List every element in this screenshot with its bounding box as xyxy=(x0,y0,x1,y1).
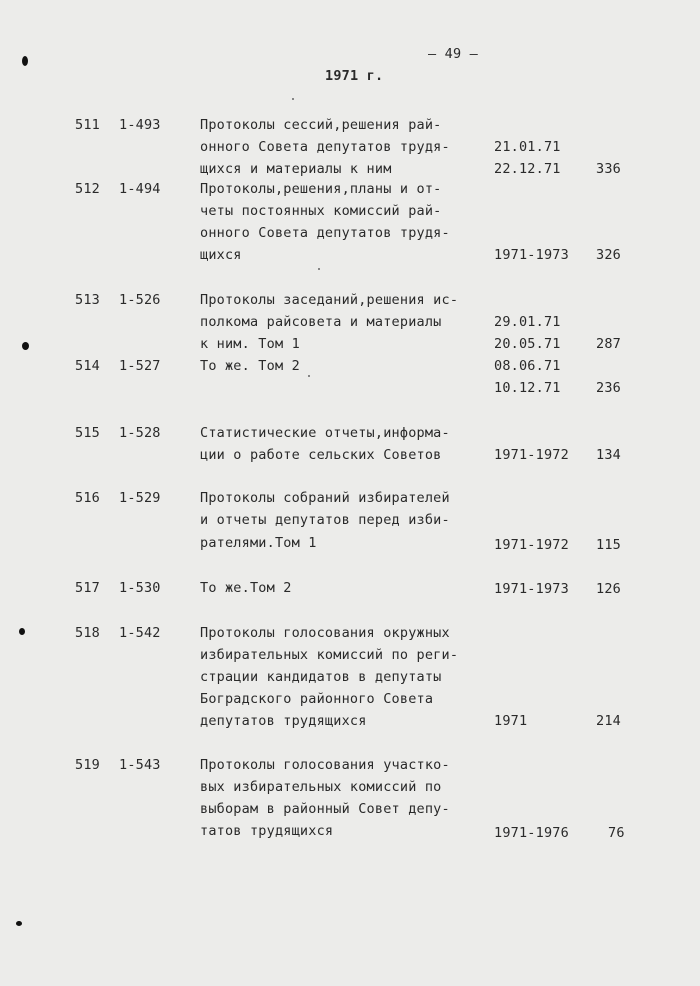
record-date: 1971-1972 xyxy=(494,537,569,553)
record-date: 1971-1973 xyxy=(494,247,569,263)
record-sheets: 214 xyxy=(596,713,621,729)
record-code: 1-528 xyxy=(119,425,161,441)
record-title-line: Статистические отчеты,информа- xyxy=(200,425,450,441)
record-number: 518 xyxy=(75,625,100,641)
record-title-line: вых избирательных комиссий по xyxy=(200,779,442,795)
record-number: 519 xyxy=(75,757,100,773)
year-heading: 1971 г. xyxy=(325,68,384,84)
record-title-line: татов трудящихся xyxy=(200,823,334,839)
record-date: 22.12.71 xyxy=(494,161,561,177)
record-title-line: Протоколы голосования участко- xyxy=(200,757,450,773)
record-number: 515 xyxy=(75,425,100,441)
record-title-line: ции о работе сельских Советов xyxy=(200,447,442,463)
record-code: 1-526 xyxy=(119,292,161,308)
record-date: 21.01.71 xyxy=(494,139,561,155)
record-code: 1-530 xyxy=(119,580,161,596)
record-title-line: полкома райсовета и материалы xyxy=(200,314,442,330)
record-date: 1971 xyxy=(494,713,528,729)
record-number: 514 xyxy=(75,358,100,374)
record-title-line: онного Совета депутатов трудя- xyxy=(200,225,450,241)
record-date: 10.12.71 xyxy=(494,380,561,396)
record-sheets: 326 xyxy=(596,247,621,263)
record-code: 1-493 xyxy=(119,117,161,133)
record-sheets: 336 xyxy=(596,161,621,177)
record-title-line: Протоколы сессий,решения рай- xyxy=(200,117,442,133)
record-sheets: 134 xyxy=(596,447,621,463)
record-title-line: и отчеты депутатов перед изби- xyxy=(200,512,450,528)
record-code: 1-529 xyxy=(119,490,161,506)
record-title-line: выборам в районный Совет депу- xyxy=(200,801,450,817)
record-sheets: 287 xyxy=(596,336,621,352)
record-number: 511 xyxy=(75,117,100,133)
record-title-line: Боградского районного Совета xyxy=(200,691,434,707)
record-title-line: онного Совета депутатов трудя- xyxy=(200,139,450,155)
scan-mark xyxy=(22,56,28,66)
record-date: 29.01.71 xyxy=(494,314,561,330)
record-title-line: То же. Том 2 xyxy=(200,358,300,374)
record-code: 1-527 xyxy=(119,358,161,374)
record-date: 20.05.71 xyxy=(494,336,561,352)
record-title-line: рателями.Том 1 xyxy=(200,535,317,551)
record-number: 512 xyxy=(75,181,100,197)
record-title-line: к ним. Том 1 xyxy=(200,336,300,352)
record-title-line: То же.Том 2 xyxy=(200,580,292,596)
record-code: 1-542 xyxy=(119,625,161,641)
record-title-line: Протоколы собраний избирателей xyxy=(200,490,450,506)
record-sheets: 76 xyxy=(608,825,625,841)
record-date: 1971-1976 xyxy=(494,825,569,841)
record-title-line: Протоколы,решения,планы и от- xyxy=(200,181,442,197)
scan-mark xyxy=(292,98,294,100)
record-title-line: щихся xyxy=(200,247,242,263)
record-title-line: избирательных комиссий по реги- xyxy=(200,647,459,663)
record-code: 1-494 xyxy=(119,181,161,197)
record-sheets: 115 xyxy=(596,537,621,553)
record-date: 1971-1972 xyxy=(494,447,569,463)
scan-mark xyxy=(318,268,320,270)
record-title-line: Протоколы заседаний,решения ис- xyxy=(200,292,459,308)
record-number: 517 xyxy=(75,580,100,596)
scan-mark xyxy=(16,921,22,926)
record-sheets: 236 xyxy=(596,380,621,396)
record-date: 08.06.71 xyxy=(494,358,561,374)
record-title-line: щихся и материалы к ним xyxy=(200,161,392,177)
record-title-line: Протоколы голосования окружных xyxy=(200,625,450,641)
record-date: 1971-1973 xyxy=(494,581,569,597)
record-title-line: четы постоянных комиссий рай- xyxy=(200,203,442,219)
scan-mark xyxy=(19,628,25,635)
record-code: 1-543 xyxy=(119,757,161,773)
page-number: – 49 – xyxy=(428,46,478,62)
scan-mark xyxy=(308,375,310,377)
record-title-line: страции кандидатов в депутаты xyxy=(200,669,442,685)
scan-mark xyxy=(22,342,29,350)
record-number: 513 xyxy=(75,292,100,308)
record-sheets: 126 xyxy=(596,581,621,597)
record-title-line: депутатов трудящихся xyxy=(200,713,367,729)
record-number: 516 xyxy=(75,490,100,506)
